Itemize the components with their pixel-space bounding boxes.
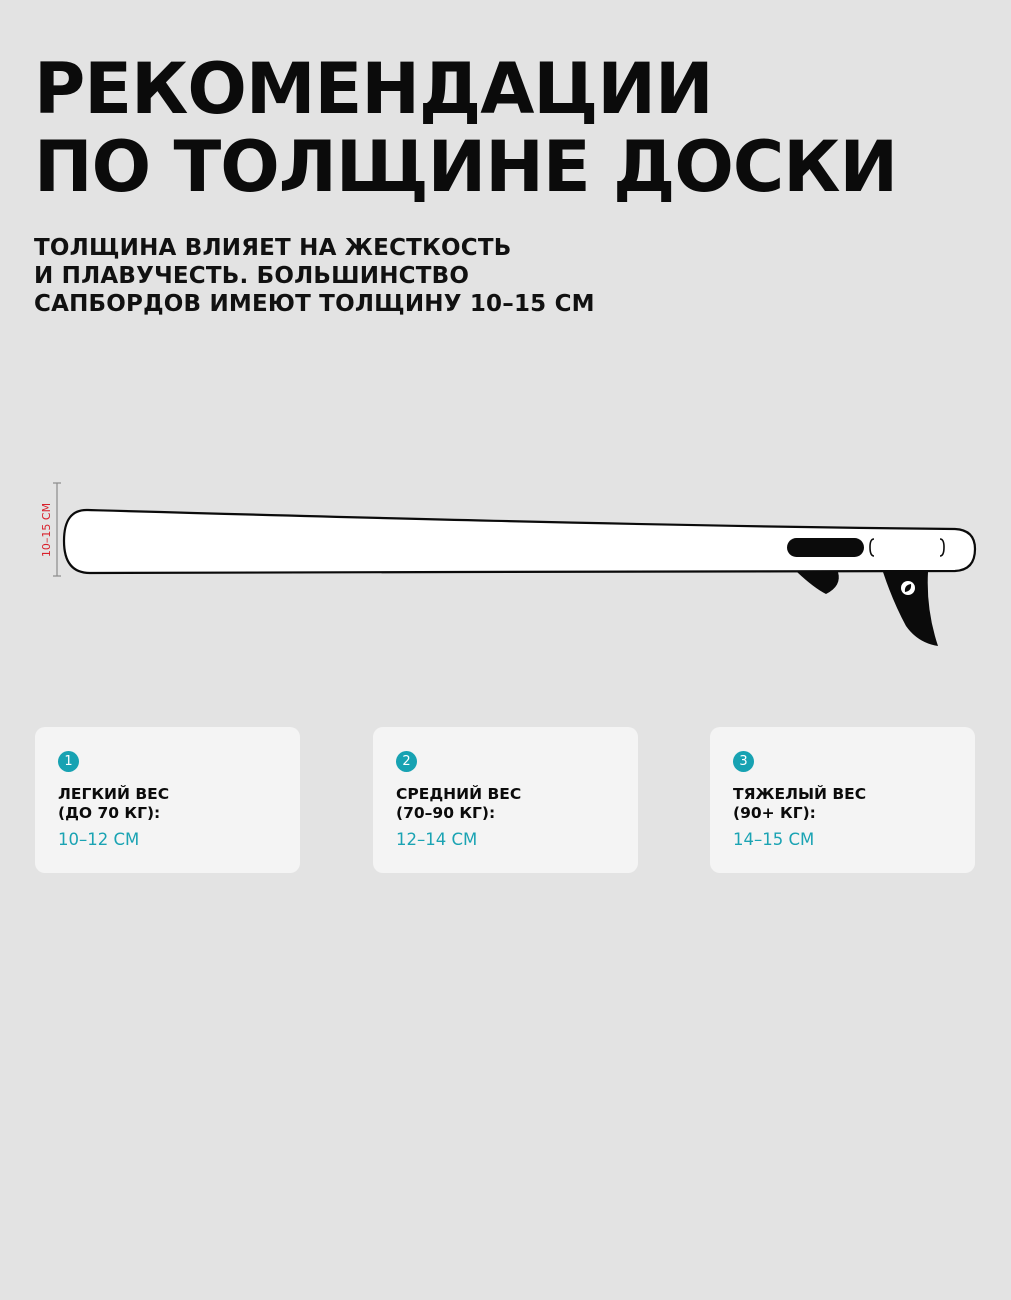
card-label-line-1: ЛЕГКИЙ ВЕС — [58, 785, 170, 803]
subtitle-line-2: И ПЛАВУЧЕСТЬ. БОЛЬШИНСТВО — [34, 263, 470, 289]
card-label — [58, 785, 288, 823]
card-label-line-2: (90+ КГ): — [733, 804, 816, 822]
card-label-line-2: (ДО 70 КГ): — [58, 804, 161, 822]
thickness-label: 10–15 СМ — [40, 502, 53, 558]
card-label — [396, 785, 626, 823]
subtitle-line-1: ТОЛЩИНА ВЛИЯЕТ НА ЖЕСТКОСТЬ — [34, 235, 512, 261]
card-label-line-1: СРЕДНИЙ ВЕС — [396, 785, 522, 803]
card-number-badge: 3 — [733, 751, 754, 772]
card-light-weight — [35, 727, 300, 873]
card-value: 14–15 СМ — [733, 830, 815, 849]
title-line-2: ПО ТОЛЩИНЕ ДОСКИ — [34, 126, 898, 208]
card-label-line-1: ТЯЖЕЛЫЙ ВЕС — [733, 785, 867, 803]
card-value: 12–14 СМ — [396, 830, 478, 849]
card-number-badge: 1 — [58, 751, 79, 772]
thickness-dimension — [40, 483, 61, 576]
card-label — [733, 785, 963, 823]
side-fin — [797, 572, 839, 594]
page-subtitle — [34, 234, 595, 318]
card-heavy-weight — [710, 727, 975, 873]
weight-cards — [0, 727, 1011, 877]
page-title — [34, 50, 897, 206]
subtitle-line-3: САПБОРДОВ ИМЕЮТ ТОЛЩИНУ 10–15 СМ — [34, 291, 595, 317]
title-line-1: РЕКОМЕНДАЦИИ — [34, 48, 713, 130]
card-medium-weight — [373, 727, 638, 873]
carry-handle — [787, 538, 864, 557]
card-label-line-2: (70–90 КГ): — [396, 804, 496, 822]
card-number-badge: 2 — [396, 751, 417, 772]
sup-board-illustration — [0, 470, 1011, 670]
card-value: 10–12 СМ — [58, 830, 140, 849]
